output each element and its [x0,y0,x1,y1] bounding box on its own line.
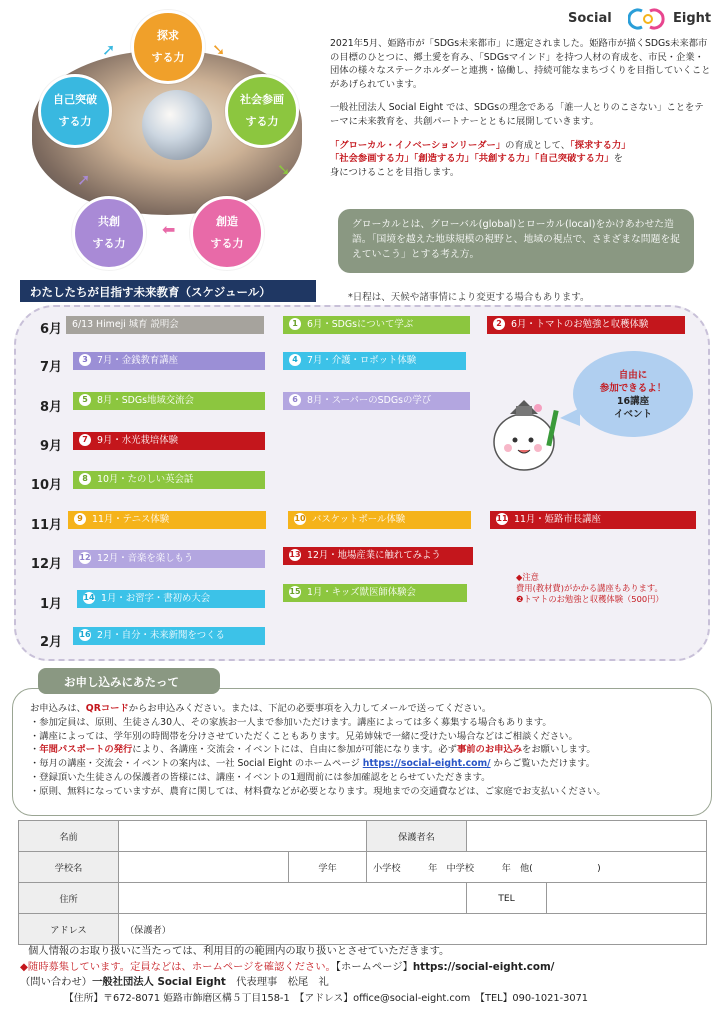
month-label: 9月 [39,439,62,454]
address-line: 【住所】〒672-8071 姫路市飾磨区構５丁目158-1 【アドレス】office@social-eight.com 【TEL】090-1021-3071 [64,992,589,1004]
school-label: 学校名 [19,852,119,883]
event-number: 6 [289,394,301,406]
skill-circle-cocreate: 共創 する力 [72,196,146,270]
skills-paragraph: 「グローカル・イノベーションリーダー」の育成として、「探求する力」 「社会参画する力」「創造する力」「共創する力」「自己突破する力」を 身につけることを目指します。 [330,139,631,178]
event-bar: 6 8月・スーパーのSDGsの学び [283,392,470,410]
application-notes [30,702,710,799]
globe-image [142,90,212,160]
apply-line: ・参加定員は、原則、生徒さん30人、その家族お一人まで参加いただけます。講座によっては多く募集する場合もあります。 [30,716,552,728]
intro-text [330,37,712,179]
event-bar: 9 11月・テニス体験 [68,511,266,529]
event-number: 2 [493,318,505,330]
apply-line: ・講座によっては、学年別の時間帯を分けさせていただくこともあります。兄弟姉妹で一緒に受けたい場合などはご相談ください。 [30,730,578,742]
event-bar: 13 12月・地場産業に触れてみよう [283,547,473,565]
event-bar: 8 10月・たのしい英会話 [73,471,265,489]
event-bar: 14 1月・お習字・書初め大会 [77,590,265,608]
month-label: 2月 [39,635,62,650]
skills-diagram [22,10,322,272]
homepage-link[interactable]: https://social-eight.com/ [362,758,491,770]
event-number: 13 [289,550,301,559]
tel-field[interactable] [547,883,707,914]
event-number: 14 [83,593,95,602]
event-number: 8 [79,473,91,485]
event-bar: 11 11月・姫路市長講座 [490,511,696,529]
event-bar: 10 バスケットボール体験 [288,511,471,529]
event-bar: 4 7月・介護・ロボット体験 [283,352,466,370]
apply-line: お申込みは、QRコードからお申込みください。または、下記の必要事項を入力してメールで送ってください。 [30,703,492,714]
logo-word-social: Social [568,11,612,26]
skill-circle-social: 社会参画 する力 [225,74,299,148]
apply-line: ・登録頂いた生徒さんの保護者の皆様には、講座・イベントの1週間前には参加確認をとらせていただきます。 [30,771,491,783]
event-number: 3 [79,354,91,366]
grade-field[interactable]: 小学校 年 中学校 年 他( ) [367,852,707,883]
event-bar: 2 6月・トマトのお勉強と収穫体験 [487,316,685,334]
event-bar: 16 2月・自分・未来新聞をつくる [73,627,265,645]
email-label: アドレス [19,914,119,945]
arrow-icon: ➘ [277,160,291,179]
grade-label: 学年 [289,852,367,883]
contact-line: （問い合わせ）一般社団法人 Social Eight 代表理事 松尾 礼 [20,976,329,988]
event-number: 16 [79,630,91,639]
month-label: 8月 [39,400,62,415]
schedule-title: わたしたちが目指す未来教育（スケジュール） [20,280,316,302]
event-number: 4 [289,354,301,366]
guardian-field[interactable] [467,821,707,852]
address-field[interactable] [119,883,467,914]
event-bar: 7 9月・水光栽培体験 [73,432,265,450]
guardian-label: 保護者名 [367,821,467,852]
school-field[interactable] [119,852,289,883]
apply-line: ・毎月の講座・交流会・イベントの案内は、一社 Social Eight のホームページ https://social-eight.com/ からご覧いただけます。 [30,758,596,770]
email-field[interactable]: （保護者） [119,914,707,945]
glocal-definition-box: グローカルとは、グローバル(global)とローカル(local)をかけあわせた造語。「国境を越えた地球規模の視野と、地域の視点で、さまざまな問題を捉えていこう」とする考え方。 [338,209,694,273]
event-number: 9 [74,513,86,525]
event-number: 5 [79,394,91,406]
event-bar: 3 7月・金銭教育講座 [73,352,265,370]
event-bar: 15 1月・キッズ獣医師体験会 [283,584,467,602]
month-label: 10月 [30,478,62,493]
caution-note: ◆注意 費用(教材費)がかかる講座もあります。 ❷トマトのお勉強と収穫体験（500円） [516,572,664,604]
schedule-note: *日程は、天候や諸事情により変更する場合もあります。 [348,292,590,303]
month-label: 6月 [39,322,62,337]
arrow-icon: ➘ [212,40,226,59]
castle-mascot-icon [488,380,568,476]
event-number: 15 [289,587,301,596]
apply-line: ・原則、無料になっていますが、農育に関しては、材料費などが必要となります。現地までの交通費などは、ご家庭でお支払いください。 [30,785,606,797]
name-field[interactable] [119,821,367,852]
month-label: 7月 [39,360,62,375]
recruit-line: ◆随時募集しています。定員などは、ホームページを確認ください。【ホームページ】https://social-eight.com/ [20,960,555,973]
event-number: 10 [294,514,306,523]
event-bar: 6/13 Himeji 城育 説明会 [66,316,264,334]
month-label: 12月 [30,557,62,572]
skill-circle-breakthrough: 自己突破 する力 [38,74,112,148]
logo-ring-icon [628,8,668,30]
month-label: 11月 [30,518,62,533]
footer-url[interactable]: https://social-eight.com/ [412,960,555,973]
arrow-icon: ➚ [102,40,116,59]
intro-paragraph: 2021年5月、姫路市が「SDGs未来都市」に選定されました。姫路市が描くSDGs未来都市の目標のひとつに、郷土愛を育み、「SDGsマインド」を持つ人材の育成を、市民・企業・団体の様々なステークホルダーと連携・協働し、持続可能なまちづくりを目指していくことがあげられています。 [330,38,711,90]
name-label: 名前 [19,821,119,852]
event-bar: 1 6月・SDGsについて学ぶ [283,316,470,334]
logo-word-eight: Eight [673,11,712,26]
month-label: 1月 [39,597,62,612]
privacy-note: 個人情報のお取り扱いに当たっては、利用目的の範囲内の取り扱いとさせていただきます。 [28,945,450,957]
skill-circle-explore: 探求 する力 [131,10,205,84]
event-bar: 5 8月・SDGs地域交流会 [73,392,265,410]
address-label: 住所 [19,883,119,914]
tel-label: TEL [467,883,547,914]
event-number: 7 [79,434,91,446]
event-number: 12 [79,553,91,562]
speech-bubble-text: 自由に 参加できるよ！ 16講座 イベント [599,370,667,420]
intro-paragraph: 一般社団法人 Social Eight では、SDGsの理念である「誰一人とりのこさない」ことをテーマに未来教育を、共創パートナーとともに展開していきます。 [330,102,704,127]
apply-line: ・年間パスポートの発行により、各講座・交流会・イベントには、自由に参加が可能になります。必ず事前のお申込みをお願いします。 [30,744,596,756]
arrow-icon: ⬅ [162,220,176,239]
application-notes-title: お申し込みにあたって [38,668,220,694]
event-number: 1 [289,318,301,330]
event-bar: 12 12月・音楽を楽しもう [73,550,265,568]
event-number: 11 [496,514,508,523]
skill-circle-create: 創造 する力 [190,196,264,270]
footer [20,944,710,1006]
arrow-icon: ➚ [77,170,91,189]
social-eight-logo [568,8,718,32]
application-form [18,820,707,945]
